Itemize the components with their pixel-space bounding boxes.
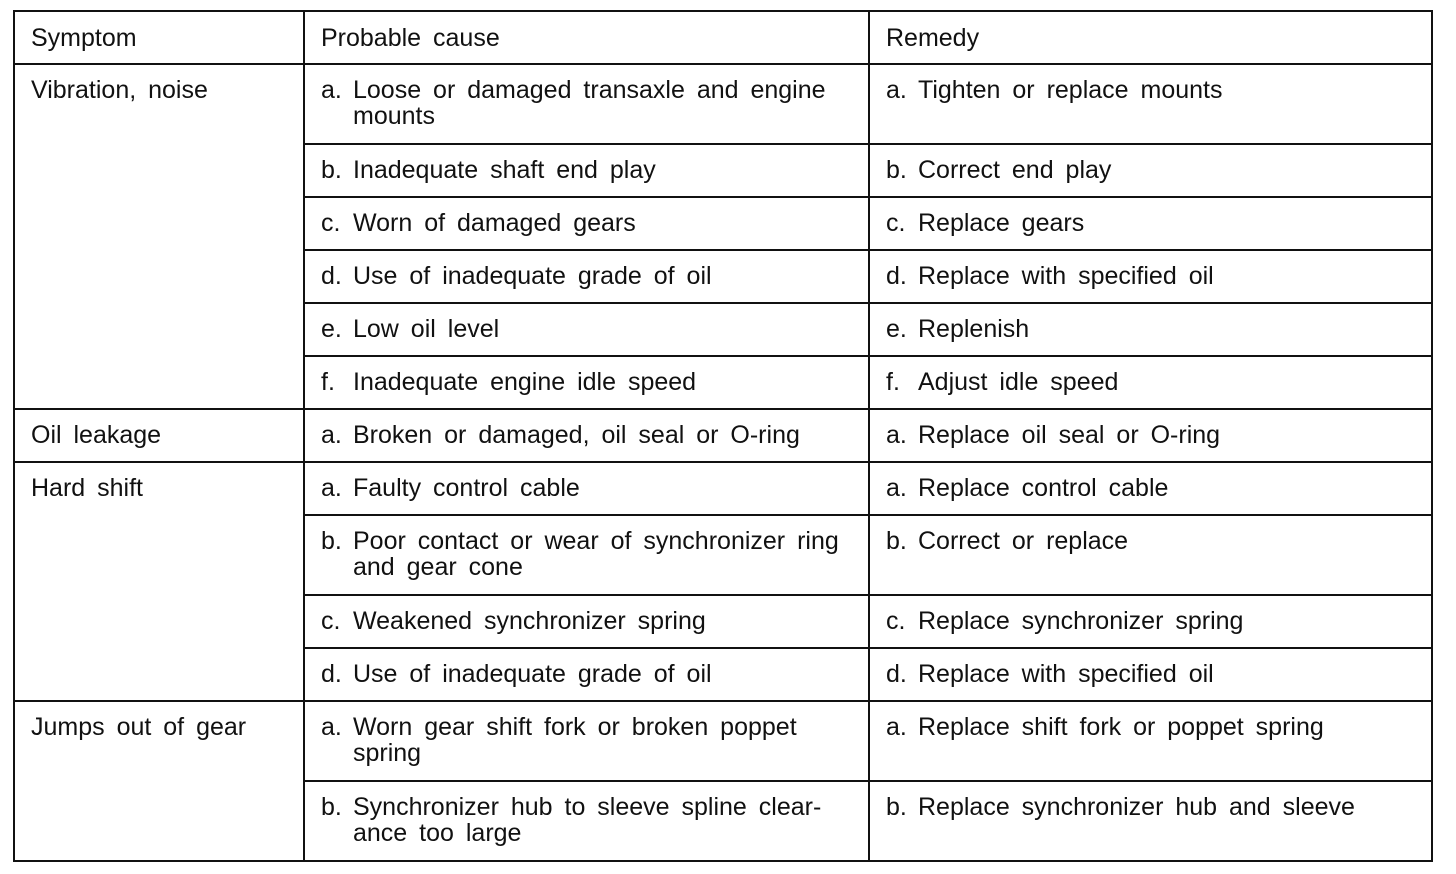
- cause-cell: [304, 515, 869, 595]
- header-symptom: Symptom: [14, 11, 304, 64]
- symptom-cell: Oil leakage: [14, 409, 304, 462]
- cause-letter: b.: [321, 793, 342, 821]
- remedy-cell: [869, 250, 1432, 303]
- remedy-text: Replenish: [918, 315, 1030, 343]
- cause-text: Faulty control cable: [353, 474, 580, 502]
- cause-text: Use of inadequate grade of oil: [353, 262, 712, 290]
- remedy-cell: [869, 701, 1432, 781]
- remedy-cell: [869, 409, 1432, 462]
- cause-cell: [304, 462, 869, 515]
- remedy-text: Replace synchronizer hub and sleeve: [918, 793, 1355, 821]
- troubleshooting-table: [13, 10, 1433, 862]
- cause-cell: [304, 64, 869, 144]
- remedy-letter: a.: [886, 474, 907, 502]
- cause-text: Broken or damaged, oil seal or O-ring: [353, 421, 800, 449]
- cause-letter: a.: [321, 421, 342, 449]
- remedy-letter: a.: [886, 713, 907, 741]
- cause-text: Worn of damaged gears: [353, 209, 636, 237]
- cause-text: Low oil level: [353, 315, 500, 343]
- remedy-text: Replace control cable: [918, 474, 1169, 502]
- remedy-letter: b.: [886, 156, 907, 184]
- cause-letter: b.: [321, 527, 342, 555]
- remedy-text: Tighten or replace mounts: [918, 76, 1223, 104]
- remedy-letter: c.: [886, 607, 906, 635]
- remedy-cell: [869, 303, 1432, 356]
- cause-cell: [304, 144, 869, 197]
- cause-text: Synchronizer hub to sleeve spline clear-ance too large: [353, 793, 822, 847]
- cause-letter: a.: [321, 713, 342, 741]
- header-row: [14, 11, 1432, 64]
- cause-letter: b.: [321, 156, 342, 184]
- troubleshooting-table-wrapper: [13, 10, 1431, 854]
- cause-letter: f.: [321, 368, 335, 396]
- cause-cell: [304, 409, 869, 462]
- remedy-cell: [869, 144, 1432, 197]
- remedy-text: Correct or replace: [918, 527, 1129, 555]
- table-row: [14, 701, 1432, 781]
- remedy-text: Replace synchronizer spring: [918, 607, 1244, 635]
- cause-cell: [304, 356, 869, 409]
- remedy-letter: d.: [886, 262, 907, 290]
- cause-letter: c.: [321, 607, 341, 635]
- table-row: [14, 64, 1432, 144]
- remedy-text: Replace gears: [918, 209, 1085, 237]
- symptom-cell: Vibration, noise: [14, 64, 304, 409]
- remedy-text: Adjust idle speed: [918, 368, 1119, 396]
- header-probable-cause: Probable cause: [304, 11, 869, 64]
- symptom-cell: Hard shift: [14, 462, 304, 701]
- cause-cell: [304, 595, 869, 648]
- cause-cell: [304, 250, 869, 303]
- header-remedy: Remedy: [869, 11, 1432, 64]
- cause-text: Weakened synchronizer spring: [353, 607, 706, 635]
- remedy-cell: [869, 64, 1432, 144]
- cause-text: Loose or damaged transaxle and engine mounts: [353, 76, 826, 130]
- cause-letter: d.: [321, 660, 342, 688]
- cause-text: Use of inadequate grade of oil: [353, 660, 712, 688]
- remedy-letter: b.: [886, 527, 907, 555]
- cause-letter: a.: [321, 76, 342, 104]
- cause-cell: [304, 781, 869, 861]
- remedy-text: Correct end play: [918, 156, 1112, 184]
- remedy-cell: [869, 781, 1432, 861]
- remedy-text: Replace with specified oil: [918, 262, 1214, 290]
- cause-text: Inadequate shaft end play: [353, 156, 656, 184]
- remedy-letter: a.: [886, 76, 907, 104]
- remedy-text: Replace shift fork or poppet spring: [918, 713, 1324, 741]
- remedy-letter: f.: [886, 368, 900, 396]
- cause-cell: [304, 303, 869, 356]
- cause-letter: c.: [321, 209, 341, 237]
- remedy-letter: c.: [886, 209, 906, 237]
- remedy-cell: [869, 648, 1432, 701]
- remedy-cell: [869, 356, 1432, 409]
- remedy-cell: [869, 462, 1432, 515]
- remedy-letter: e.: [886, 315, 907, 343]
- remedy-cell: [869, 595, 1432, 648]
- remedy-cell: [869, 515, 1432, 595]
- remedy-letter: d.: [886, 660, 907, 688]
- cause-cell: [304, 197, 869, 250]
- cause-text: Inadequate engine idle speed: [353, 368, 697, 396]
- table-row: [14, 462, 1432, 515]
- remedy-text: Replace with specified oil: [918, 660, 1214, 688]
- cause-text: Worn gear shift fork or broken poppet spring: [353, 713, 797, 767]
- cause-letter: d.: [321, 262, 342, 290]
- symptom-cell: Jumps out of gear: [14, 701, 304, 861]
- remedy-letter: b.: [886, 793, 907, 821]
- cause-text: Poor contact or wear of synchronizer ring and gear cone: [353, 527, 839, 581]
- cause-letter: e.: [321, 315, 342, 343]
- remedy-cell: [869, 197, 1432, 250]
- remedy-letter: a.: [886, 421, 907, 449]
- cause-letter: a.: [321, 474, 342, 502]
- remedy-text: Replace oil seal or O-ring: [918, 421, 1221, 449]
- cause-cell: [304, 701, 869, 781]
- table-row: [14, 409, 1432, 462]
- cause-cell: [304, 648, 869, 701]
